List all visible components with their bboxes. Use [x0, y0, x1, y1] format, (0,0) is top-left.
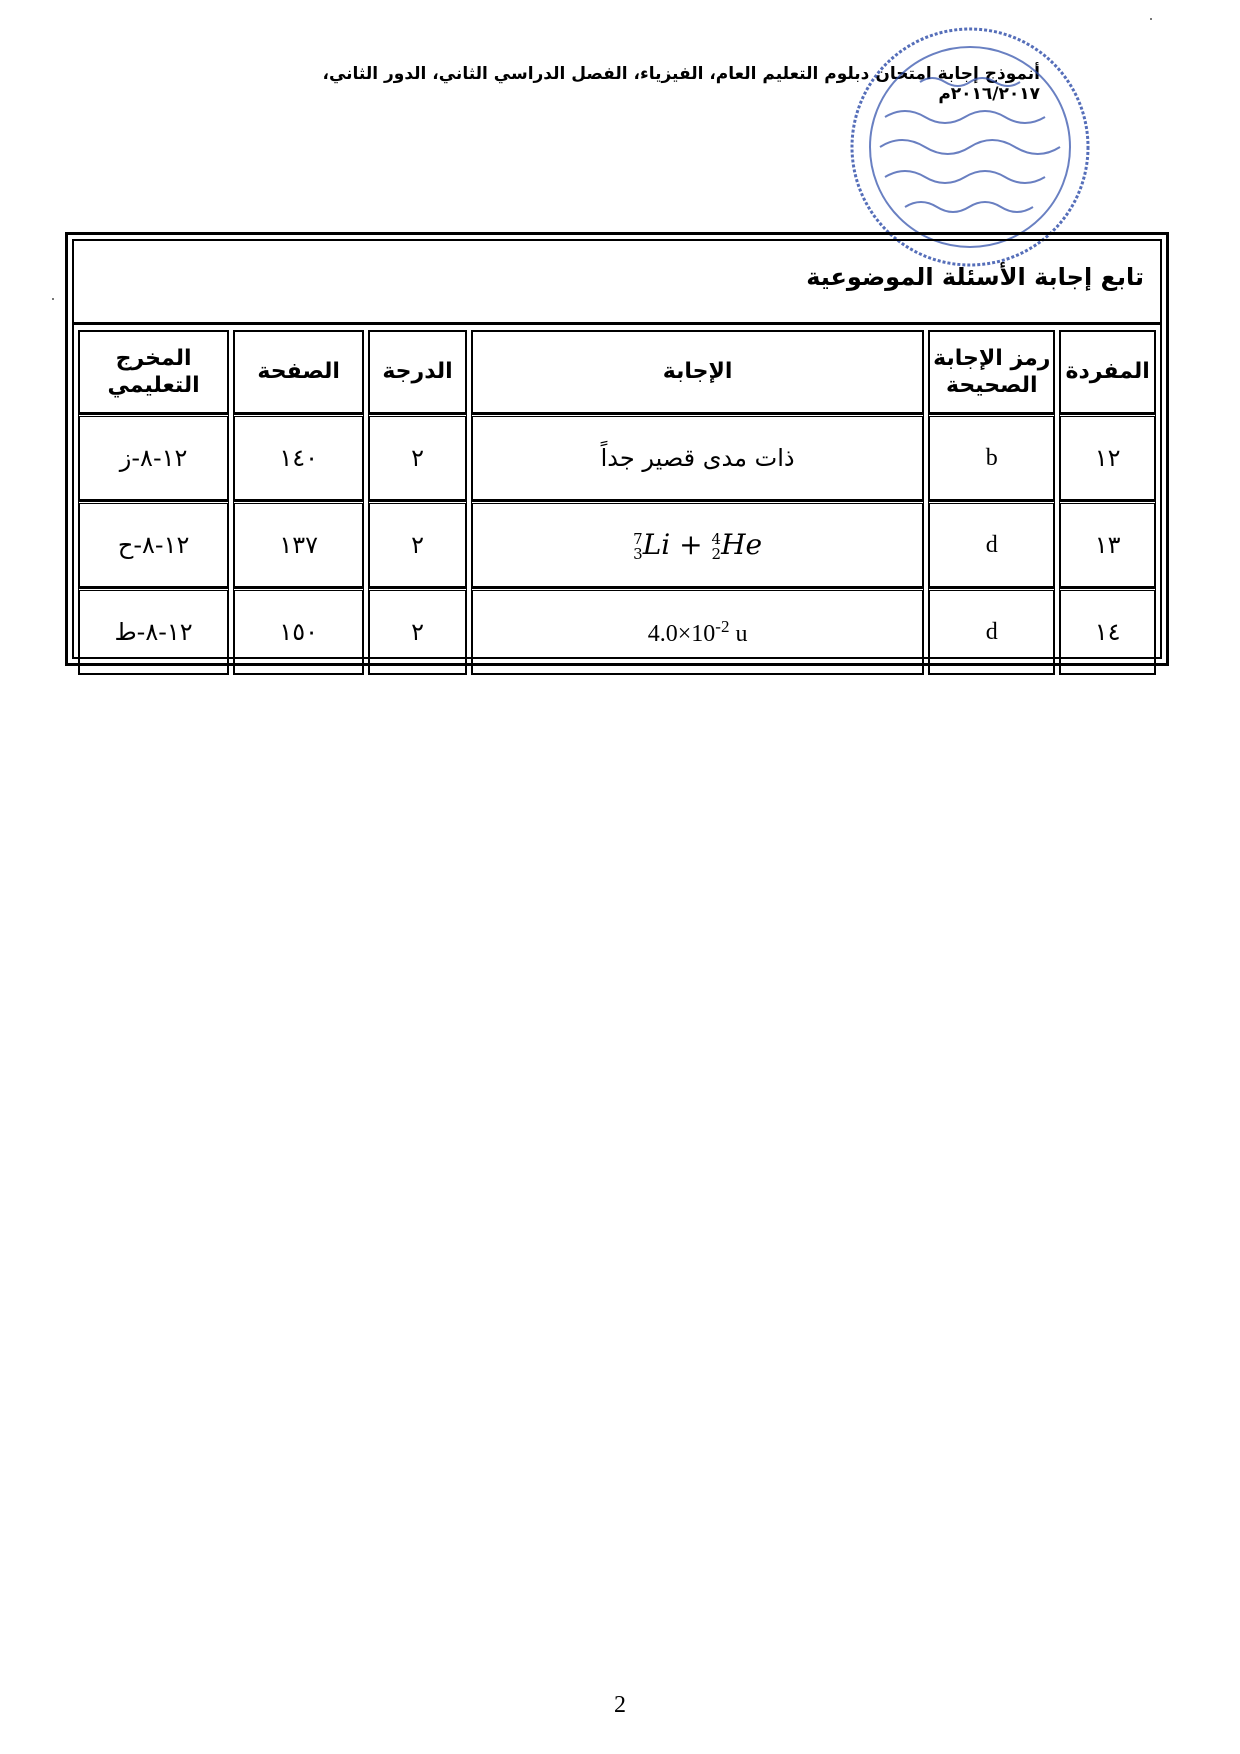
- cell-grade: ٢: [368, 501, 467, 588]
- table-row: [78, 414, 1156, 501]
- document-header: أنموذج إجابة امتحان دبلوم التعليم العام، الفيزياء، الفصل الدراسي الثاني، الدور الثاني، ٢٠١٦/٢٠١٧م: [322, 64, 1040, 104]
- page-number: 2: [614, 1692, 626, 1718]
- header-answer: الإجابة: [471, 330, 924, 414]
- header-page: الصفحة: [233, 330, 364, 414]
- cell-outcome: ١٢-٨-ح: [78, 501, 229, 588]
- header-correct-symbol: رمز الإجابة الصحيحة: [928, 330, 1055, 414]
- cell-item: ١٣: [1059, 501, 1156, 588]
- table-row: [78, 501, 1156, 588]
- cell-symbol: d: [928, 588, 1055, 675]
- header-grade: الدرجة: [368, 330, 467, 414]
- cell-grade: ٢: [368, 414, 467, 501]
- cell-answer: ذات مدى قصير جداً: [471, 414, 924, 501]
- cell-symbol: b: [928, 414, 1055, 501]
- cell-page: ١٤٠: [233, 414, 364, 501]
- cell-item: ١٤: [1059, 588, 1156, 675]
- cell-page: ١٥٠: [233, 588, 364, 675]
- cell-outcome: ١٢-٨-ط: [78, 588, 229, 675]
- table-title: تابع إجابة الأسئلة الموضوعية: [74, 241, 1160, 325]
- header-learning-outcome: المخرج التعليمي: [78, 330, 229, 414]
- header-item: المفردة: [1059, 330, 1156, 414]
- table-row: [78, 588, 1156, 675]
- answers-table-frame: [65, 232, 1169, 666]
- cell-outcome: ١٢-٨-ز: [78, 414, 229, 501]
- scan-speck: [52, 298, 54, 300]
- cell-page: ١٣٧: [233, 501, 364, 588]
- cell-answer-equation: 7 3 Li + 4 2 He: [471, 501, 924, 588]
- cell-answer-value: $4.0\times 10^{-2}$ u: [471, 588, 924, 675]
- table-header-row: [78, 330, 1156, 414]
- cell-symbol: d: [928, 501, 1055, 588]
- scan-speck: [1150, 18, 1152, 20]
- cell-item: ١٢: [1059, 414, 1156, 501]
- cell-grade: ٢: [368, 588, 467, 675]
- answers-table: [74, 330, 1160, 675]
